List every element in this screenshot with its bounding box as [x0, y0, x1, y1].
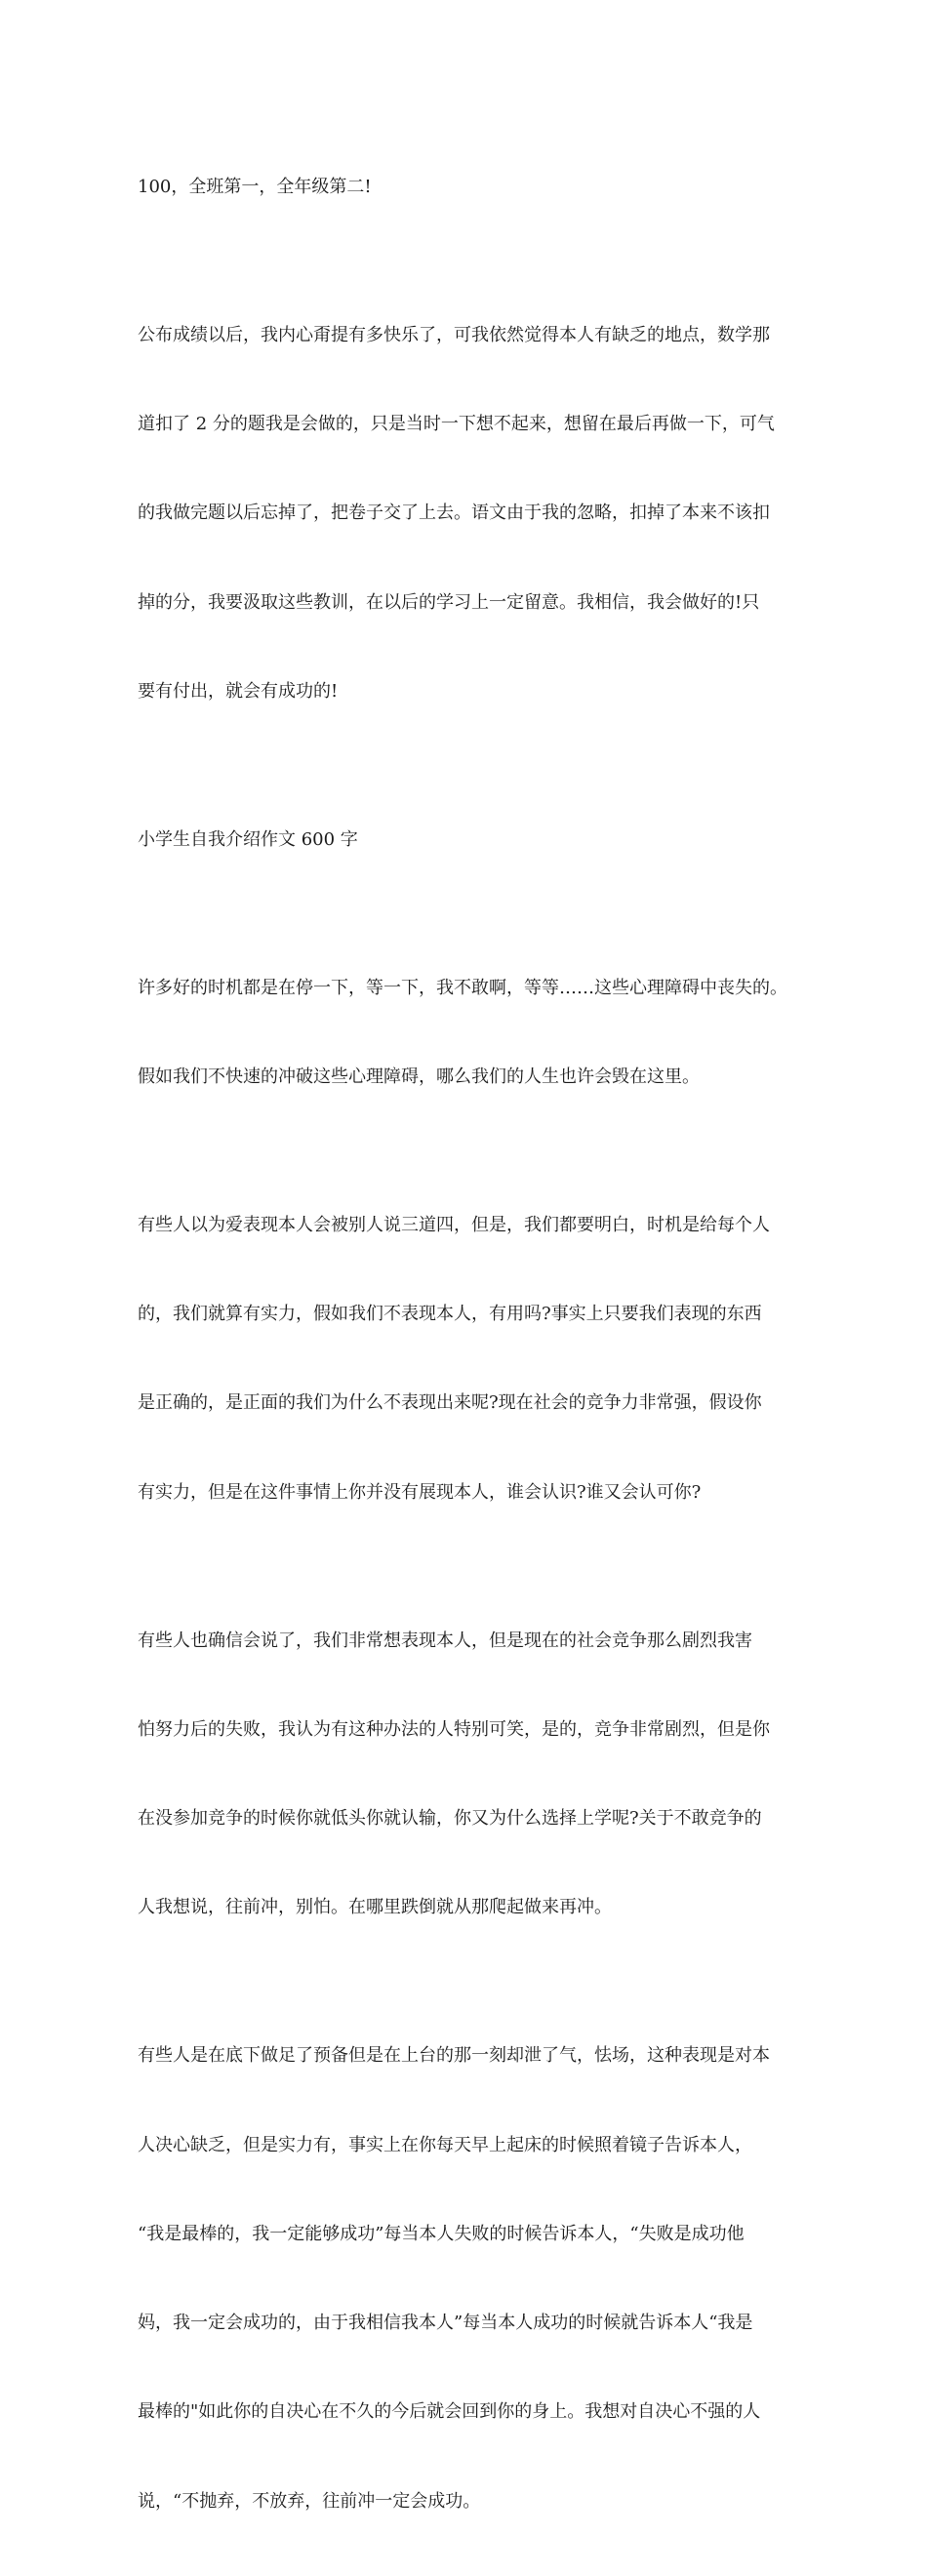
text-line: 在没参加竞争的时候你就低头你就认输，你又为什么选择上学呢?关于不敢竞争的 — [138, 1808, 762, 1830]
paragraph-score — [138, 113, 811, 262]
text-line: 说，“不抛弃，不放弃，往前冲一定会成功。 — [138, 2490, 481, 2512]
text-line: 人决心缺乏，但是实力有，事实上在你每天早上起床的时候照着镜子告诉本人， — [138, 2134, 752, 2155]
text-line: 最棒的"如此你的自决心在不久的今后就会回到你的身上。我想对自决心不强的人 — [138, 2401, 761, 2423]
text-line: 是正确的，是正面的我们为什么不表现出来呢?现在社会的竞争力非常强，假设你 — [138, 1392, 762, 1414]
paragraph-opportunities — [138, 914, 811, 1151]
text-line: 100，全班第一，全年级第二! — [138, 176, 372, 197]
text-line: 掉的分，我要汲取这些教训，在以后的学习上一定留意。我相信，我会做好的!只 — [138, 591, 760, 613]
text-line: 要有付出，就会有成功的! — [138, 680, 339, 702]
text-line: 怕努力后的失败，我认为有这种办法的人特别可笑，是的，竞争非常剧烈，但是你 — [138, 1718, 770, 1740]
text-line: “我是最棒的，我一定能够成功”每当本人失败的时候告诉本人，“失败是成功他 — [138, 2223, 745, 2244]
section-heading — [138, 766, 811, 914]
paragraph-confidence — [138, 1983, 811, 2576]
paragraph-competition — [138, 1567, 811, 1983]
text-line: 道扣了 2 分的题我是会做的，只是当时一下想不起来，想留在最后再做一下，可气 — [138, 414, 775, 435]
paragraph-self-expression — [138, 1151, 811, 1567]
text-line: 假如我们不快速的冲破这些心理障碍，哪么我们的人生也许会毁在这里。 — [138, 1067, 700, 1087]
paragraph-results-reflection — [138, 262, 811, 766]
text-line: 人我想说，往前冲，别怕。在哪里跌倒就从那爬起做来再冲。 — [138, 1897, 612, 1918]
text-line: 妈，我一定会成功的，由于我相信我本人”每当本人成功的时候就告诉本人“我是 — [138, 2313, 753, 2334]
text-line: 的我做完题以后忘掉了，把卷子交了上去。语文由于我的忽略，扣掉了本来不该扣 — [138, 503, 770, 524]
text-line: 的，我们就算有实力，假如我们不表现本人，有用吗?事实上只要我们表现的东西 — [138, 1304, 762, 1325]
text-line: 有些人以为爱表现本人会被别人说三道四，但是，我们都要明白，时机是给每个人 — [138, 1215, 770, 1236]
text-line: 有些人也确信会说了，我们非常想表现本人，但是现在的社会竞争那么剧烈我害 — [138, 1630, 752, 1651]
document-body — [138, 113, 811, 2576]
text-line: 有些人是在底下做足了预备但是在上台的那一刻却泄了气，怯场，这种表现是对本 — [138, 2045, 770, 2067]
text-line: 公布成绩以后，我内心甭提有多快乐了，可我依然觉得本人有缺乏的地点，数学那 — [138, 324, 770, 345]
text-line: 有实力，但是在这件事情上你并没有展现本人，谁会认识?谁又会认可你? — [138, 1481, 702, 1503]
text-line: 许多好的时机都是在停一下，等一下，我不敢啊，等等……这些心理障碍中丧失的。 — [138, 977, 787, 998]
heading-line: 小学生自我介绍作文 600 字 — [138, 828, 358, 850]
